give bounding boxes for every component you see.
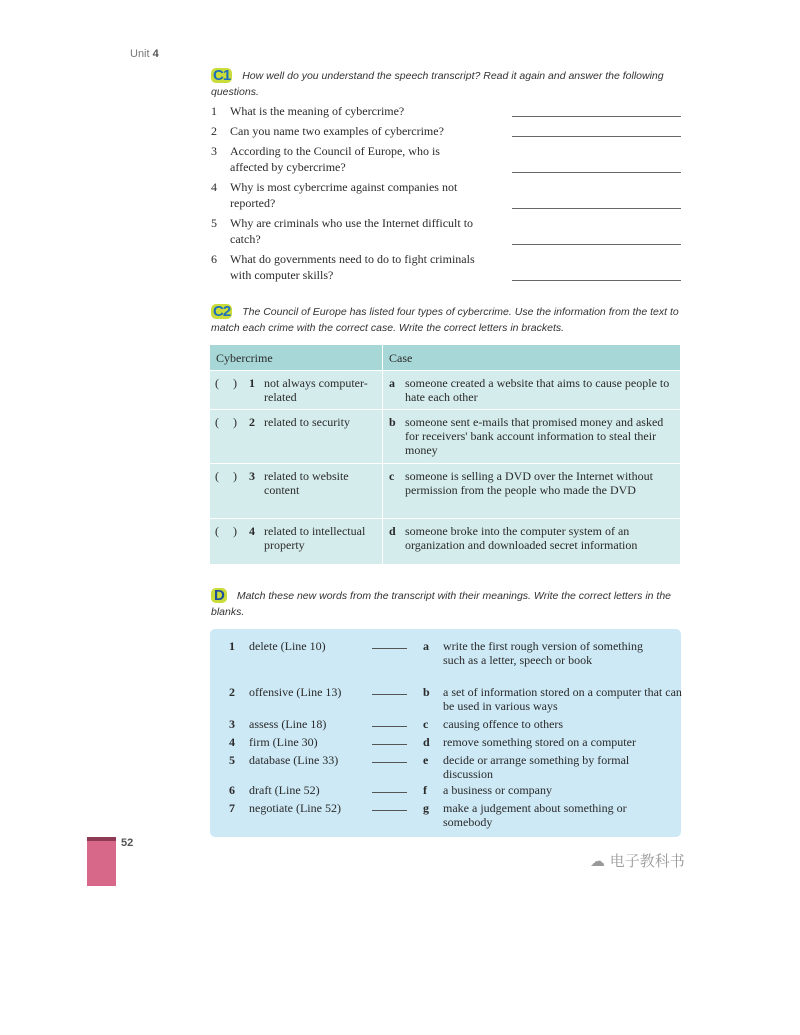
crime-text: not always computer-related [264,376,368,404]
c2-instruction-text: The Council of Europe has listed four types of cybercrime. Use the information from the text to match each crime with the correct case. Write the correct letters in brackets. [211,306,679,334]
unit-number: 4 [152,48,159,60]
crime-number: 4 [249,524,255,538]
case-text: someone is selling a DVD over the Internet without permission from the people who made the DVD [405,469,653,497]
word: delete (Line 10) [249,639,326,653]
header-cybercrime: Cybercrime [210,345,383,371]
word: assess (Line 18) [249,717,327,731]
unit-text: Unit [130,48,150,60]
meaning-letter: b [423,685,430,699]
question-number: 1 [211,104,217,118]
unit-label [130,48,159,60]
table-row [210,464,681,519]
question-text: What is the meaning of cybercrime? [230,104,405,118]
question-item [211,123,681,139]
question-item [211,179,681,211]
cybercrime-table [210,345,681,564]
c1-badge: C1 [213,67,231,84]
c1-question-list [211,103,681,287]
word: negotiate (Line 52) [249,801,341,815]
bracket-open[interactable]: ( [215,524,219,538]
bracket-open[interactable]: ( [215,415,219,429]
answer-blank[interactable] [372,694,407,695]
meaning-letter: a [423,639,429,653]
answer-blank[interactable] [372,744,407,745]
meaning: write the first rough version of something such as a letter, speech or book [443,639,643,667]
d-instruction [211,588,671,620]
meaning: make a judgement about something or somebody [443,801,627,829]
question-number: 3 [211,144,217,158]
d-instruction-text: Match these new words from the transcript with their meanings. Write the correct letters in the blanks. [211,590,672,618]
meaning: a business or company [443,783,552,797]
answer-blank[interactable] [372,726,407,727]
header-case: Case [383,345,681,371]
question-item [211,103,681,119]
answer-blank[interactable] [372,648,407,649]
meaning: remove something stored on a computer [443,735,636,749]
c1-instruction-text: How well do you understand the speech transcript? Read it again and answer the following questions. [211,70,664,98]
c2-instruction [211,304,683,336]
case-letter: a [389,376,395,390]
meaning-letter: g [423,801,429,815]
crime-text: related to intellectual property [264,524,366,552]
meaning-letter: c [423,717,429,731]
meaning-letter: f [423,783,427,797]
word-number: 1 [229,639,235,653]
case-letter: c [389,469,395,483]
c2-badge: C2 [213,303,231,320]
meaning-letter: d [423,735,430,749]
answer-line[interactable] [512,136,681,137]
answer-line[interactable] [512,208,681,209]
page-tab [87,837,116,886]
word: offensive (Line 13) [249,685,342,699]
question-item [211,251,681,283]
crime-number: 2 [249,415,255,429]
table-row [210,371,681,410]
question-text: Why are criminals who use the Internet difficult to catch? [230,216,474,246]
question-item [211,215,681,247]
word-number: 2 [229,685,235,699]
case-text: someone sent e-mails that promised money and asked for receivers' bank account information to steal their money [405,415,664,457]
answer-blank[interactable] [372,792,407,793]
watermark [590,850,685,871]
question-text: Can you name two examples of cybercrime? [230,124,444,138]
answer-line[interactable] [512,280,681,281]
watermark-text: 电子教科书 [609,852,685,870]
wechat-icon: ☁ [590,852,605,870]
bracket-open[interactable]: ( [215,376,219,390]
page-number: 52 [121,837,134,849]
crime-text: related to security [264,415,350,429]
table-row [210,410,681,464]
word-number: 7 [229,801,235,815]
word-number: 3 [229,717,235,731]
case-letter: b [389,415,396,429]
meaning: causing offence to others [443,717,564,731]
answer-line[interactable] [512,172,681,173]
meaning-letter: e [423,753,429,767]
question-number: 6 [211,252,217,266]
case-letter: d [389,524,396,538]
vocabulary-match-box [210,629,681,837]
question-number: 2 [211,124,217,138]
crime-number: 1 [249,376,255,390]
table-row [210,519,681,564]
question-text: What do governments need to do to fight criminals with computer skills? [230,252,475,282]
word: firm (Line 30) [249,735,318,749]
bracket-close: ) [233,376,237,390]
answer-blank[interactable] [372,762,407,763]
word: draft (Line 52) [249,783,320,797]
d-badge: D [211,588,227,603]
question-item [211,143,681,175]
question-number: 4 [211,180,217,194]
meaning: decide or arrange something by formal discussion [443,753,630,781]
word-number: 5 [229,753,235,767]
answer-line[interactable] [512,244,681,245]
bracket-close: ) [233,469,237,483]
answer-line[interactable] [512,116,681,117]
question-number: 5 [211,216,217,230]
answer-blank[interactable] [372,810,407,811]
bracket-close: ) [233,415,237,429]
word-number: 6 [229,783,235,797]
case-text: someone created a website that aims to cause people to hate each other [405,376,670,404]
case-text: someone broke into the computer system of an organization and downloaded secret information [405,524,638,552]
c1-instruction [211,68,686,100]
meaning: a set of information stored on a computer that can be used in various ways [443,685,682,713]
word: database (Line 33) [249,753,339,767]
crime-number: 3 [249,469,255,483]
question-text: According to the Council of Europe, who is affected by cybercrime? [230,144,440,174]
bracket-close: ) [233,524,237,538]
question-text: Why is most cybercrime against companies not reported? [230,180,458,210]
bracket-open[interactable]: ( [215,469,219,483]
crime-text: related to website content [264,469,349,497]
word-number: 4 [229,735,235,749]
